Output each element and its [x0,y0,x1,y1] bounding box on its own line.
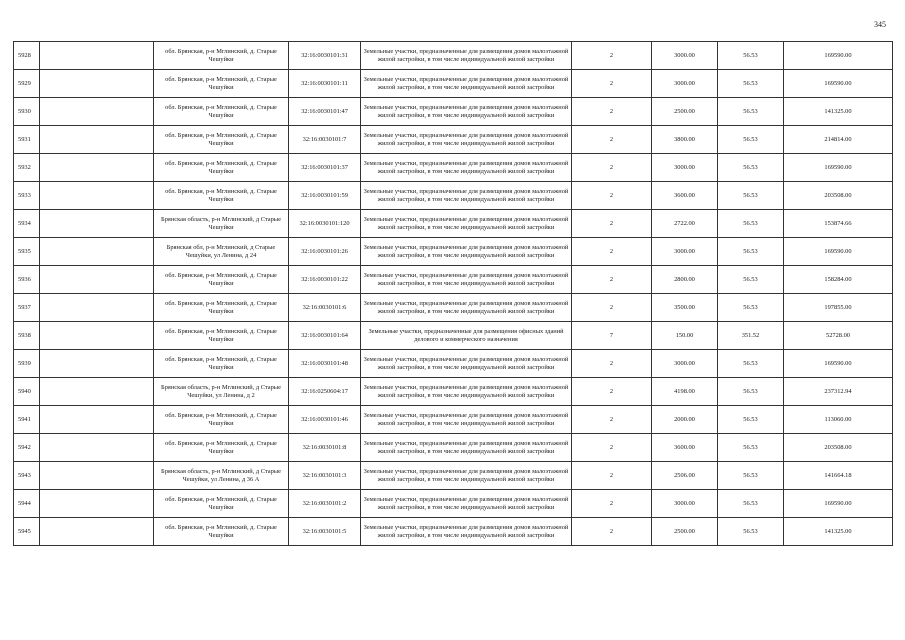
group-number-cell: 2 [572,70,652,98]
page-number: 345 [874,20,886,29]
rate-cell: 56.53 [718,154,784,182]
cadastral-value-cell: 203508.00 [784,182,893,210]
area-cell: 2722.00 [652,210,718,238]
empty-cell [40,434,154,462]
record-number-cell: 5934 [14,210,40,238]
cadastral-value-cell: 158284.00 [784,266,893,294]
cadastral-number-cell: 32:16:0030101:120 [289,210,361,238]
record-number-cell: 5935 [14,238,40,266]
empty-cell [40,70,154,98]
rate-cell: 351.52 [718,322,784,350]
rate-cell: 56.53 [718,294,784,322]
table-row [14,266,893,294]
area-cell: 3000.00 [652,490,718,518]
address-cell: обл. Брянская, р-н Мглинский, д. Старые Чешуйки [154,322,289,350]
land-purpose-cell: Земельные участки, предназначенные для размещения домов малоэтажной жилой застройки, в том числе индивидуальной жилой застройки [361,210,572,238]
cadastral-number-cell: 32:16:0030101:48 [289,350,361,378]
land-purpose-cell: Земельные участки, предназначенные для размещения домов малоэтажной жилой застройки, в том числе индивидуальной жилой застройки [361,266,572,294]
empty-cell [40,98,154,126]
record-number-cell: 5929 [14,70,40,98]
land-purpose-cell: Земельные участки, предназначенные для размещения домов малоэтажной жилой застройки, в том числе индивидуальной жилой застройки [361,238,572,266]
table-row [14,238,893,266]
empty-cell [40,350,154,378]
area-cell: 3000.00 [652,238,718,266]
table-row [14,154,893,182]
cadastral-number-cell: 32:16:0030101:64 [289,322,361,350]
land-purpose-cell: Земельные участки, предназначенные для размещения домов малоэтажной жилой застройки, в том числе индивидуальной жилой застройки [361,294,572,322]
record-number-cell: 5942 [14,434,40,462]
group-number-cell: 2 [572,210,652,238]
address-cell: обл. Брянская, р-н Мглинский, д. Старые Чешуйки [154,154,289,182]
land-purpose-cell: Земельные участки, предназначенные для размещения домов малоэтажной жилой застройки, в том числе индивидуальной жилой застройки [361,518,572,546]
land-purpose-cell: Земельные участки, предназначенные для размещения домов малоэтажной жилой застройки, в том числе индивидуальной жилой застройки [361,126,572,154]
address-cell: Брянская обл, р-н Мглинский, д Старые Чешуйки, ул Ленина, д 24 [154,238,289,266]
record-number-cell: 5938 [14,322,40,350]
address-cell: обл. Брянская, р-н Мглинский, д. Старые Чешуйки [154,434,289,462]
cadastral-number-cell: 32:16:0030101:22 [289,266,361,294]
land-purpose-cell: Земельные участки, предназначенные для размещения домов малоэтажной жилой застройки, в том числе индивидуальной жилой застройки [361,154,572,182]
area-cell: 3000.00 [652,350,718,378]
cadastral-value-cell: 237312.94 [784,378,893,406]
cadastral-number-cell: 32:16:0030101:3 [289,462,361,490]
group-number-cell: 2 [572,98,652,126]
area-cell: 150.00 [652,322,718,350]
rate-cell: 56.53 [718,98,784,126]
record-number-cell: 5939 [14,350,40,378]
group-number-cell: 2 [572,350,652,378]
land-purpose-cell: Земельные участки, предназначенные для размещения домов малоэтажной жилой застройки, в том числе индивидуальной жилой застройки [361,434,572,462]
record-number-cell: 5931 [14,126,40,154]
group-number-cell: 2 [572,490,652,518]
table-row [14,434,893,462]
cadastral-number-cell: 32:16:0030101:11 [289,70,361,98]
empty-cell [40,378,154,406]
table-row [14,350,893,378]
area-cell: 3800.00 [652,126,718,154]
group-number-cell: 7 [572,322,652,350]
table-row [14,210,893,238]
table-row [14,42,893,70]
area-cell: 3600.00 [652,434,718,462]
empty-cell [40,210,154,238]
rate-cell: 56.53 [718,126,784,154]
group-number-cell: 2 [572,378,652,406]
rate-cell: 56.53 [718,42,784,70]
empty-cell [40,462,154,490]
cadastral-value-cell: 169590.00 [784,154,893,182]
table-body [14,42,893,546]
cadastral-value-cell: 153874.66 [784,210,893,238]
empty-cell [40,490,154,518]
table-row [14,70,893,98]
land-purpose-cell: Земельные участки, предназначенные для размещения домов малоэтажной жилой застройки, в том числе индивидуальной жилой застройки [361,406,572,434]
record-number-cell: 5936 [14,266,40,294]
table-row [14,126,893,154]
empty-cell [40,238,154,266]
table-row [14,182,893,210]
cadastral-value-cell: 141664.18 [784,462,893,490]
cadastre-table [13,41,893,546]
table-row [14,518,893,546]
group-number-cell: 2 [572,406,652,434]
address-cell: Брянская область, р-н Мглинский, д Старые Чешуйки [154,210,289,238]
empty-cell [40,182,154,210]
address-cell: обл. Брянская, р-н Мглинский, д. Старые Чешуйки [154,350,289,378]
cadastral-value-cell: 52728.00 [784,322,893,350]
empty-cell [40,154,154,182]
cadastral-number-cell: 32:16:0030101:59 [289,182,361,210]
cadastral-value-cell: 169590.00 [784,42,893,70]
address-cell: обл. Брянская, р-н Мглинский, д. Старые Чешуйки [154,518,289,546]
rate-cell: 56.53 [718,238,784,266]
cadastral-number-cell: 32:16:0030101:46 [289,406,361,434]
address-cell: Брянская область, р-н Мглинский, д Старые Чешуйки, ул Ленина, д 36 А [154,462,289,490]
group-number-cell: 2 [572,518,652,546]
cadastral-number-cell: 32:16:0250604:17 [289,378,361,406]
table-row [14,490,893,518]
empty-cell [40,322,154,350]
rate-cell: 56.53 [718,70,784,98]
address-cell: обл. Брянская, р-н Мглинский, д. Старые Чешуйки [154,490,289,518]
group-number-cell: 2 [572,462,652,490]
empty-cell [40,406,154,434]
cadastral-number-cell: 32:16:0030101:7 [289,126,361,154]
record-number-cell: 5945 [14,518,40,546]
cadastral-value-cell: 141325.00 [784,98,893,126]
record-number-cell: 5928 [14,42,40,70]
land-purpose-cell: Земельные участки, предназначенные для размещения домов малоэтажной жилой застройки, в том числе индивидуальной жилой застройки [361,182,572,210]
rate-cell: 56.53 [718,518,784,546]
cadastral-value-cell: 141325.00 [784,518,893,546]
address-cell: обл. Брянская, р-н Мглинский, д. Старые Чешуйки [154,406,289,434]
address-cell: Брянская область, р-н Мглинский, д Старые Чешуйки, ул Ленина, д 2 [154,378,289,406]
record-number-cell: 5932 [14,154,40,182]
land-purpose-cell: Земельные участки, предназначенные для размещения домов малоэтажной жилой застройки, в том числе индивидуальной жилой застройки [361,98,572,126]
table-row [14,98,893,126]
address-cell: обл. Брянская, р-н Мглинский, д. Старые Чешуйки [154,266,289,294]
area-cell: 2800.00 [652,266,718,294]
record-number-cell: 5940 [14,378,40,406]
group-number-cell: 2 [572,182,652,210]
empty-cell [40,518,154,546]
area-cell: 3000.00 [652,70,718,98]
cadastral-number-cell: 32:16:0030101:6 [289,294,361,322]
table-row [14,462,893,490]
cadastral-number-cell: 32:16:0030101:31 [289,42,361,70]
land-purpose-cell: Земельные участки, предназначенные для размещения домов малоэтажной жилой застройки, в том числе индивидуальной жилой застройки [361,350,572,378]
empty-cell [40,266,154,294]
area-cell: 2500.00 [652,518,718,546]
group-number-cell: 2 [572,154,652,182]
group-number-cell: 2 [572,434,652,462]
cadastral-number-cell: 32:16:0030101:37 [289,154,361,182]
record-number-cell: 5941 [14,406,40,434]
rate-cell: 56.53 [718,182,784,210]
address-cell: обл. Брянская, р-н Мглинский, д. Старые Чешуйки [154,294,289,322]
rate-cell: 56.53 [718,378,784,406]
cadastral-value-cell: 113060.00 [784,406,893,434]
group-number-cell: 2 [572,266,652,294]
area-cell: 4198.00 [652,378,718,406]
area-cell: 2506.00 [652,462,718,490]
table-row [14,406,893,434]
land-purpose-cell: Земельные участки, предназначенные для размещения домов малоэтажной жилой застройки, в том числе индивидуальной жилой застройки [361,378,572,406]
cadastral-number-cell: 32:16:0030101:8 [289,434,361,462]
address-cell: обл. Брянская, р-н Мглинский, д. Старые Чешуйки [154,126,289,154]
area-cell: 2500.00 [652,98,718,126]
cadastral-value-cell: 197855.00 [784,294,893,322]
cadastral-number-cell: 32:16:0030101:5 [289,518,361,546]
group-number-cell: 2 [572,238,652,266]
rate-cell: 56.53 [718,350,784,378]
group-number-cell: 2 [572,126,652,154]
group-number-cell: 2 [572,42,652,70]
area-cell: 3600.00 [652,182,718,210]
cadastral-value-cell: 214814.00 [784,126,893,154]
land-purpose-cell: Земельные участки, предназначенные для размещения домов малоэтажной жилой застройки, в том числе индивидуальной жилой застройки [361,42,572,70]
area-cell: 3000.00 [652,154,718,182]
empty-cell [40,126,154,154]
table-row [14,294,893,322]
rate-cell: 56.53 [718,434,784,462]
land-purpose-cell: Земельные участки, предназначенные для размещения офисных зданий делового и коммерческого назначения [361,322,572,350]
rate-cell: 56.53 [718,406,784,434]
table-row [14,322,893,350]
empty-cell [40,42,154,70]
rate-cell: 56.53 [718,490,784,518]
cadastral-value-cell: 203508.00 [784,434,893,462]
address-cell: обл. Брянская, р-н Мглинский, д. Старые Чешуйки [154,42,289,70]
cadastral-value-cell: 169590.00 [784,490,893,518]
cadastral-value-cell: 169590.00 [784,70,893,98]
record-number-cell: 5937 [14,294,40,322]
address-cell: обл. Брянская, р-н Мглинский, д. Старые Чешуйки [154,182,289,210]
area-cell: 2000.00 [652,406,718,434]
record-number-cell: 5930 [14,98,40,126]
address-cell: обл. Брянская, р-н Мглинский, д. Старые Чешуйки [154,98,289,126]
rate-cell: 56.53 [718,210,784,238]
group-number-cell: 2 [572,294,652,322]
rate-cell: 56.53 [718,462,784,490]
rate-cell: 56.53 [718,266,784,294]
address-cell: обл. Брянская, р-н Мглинский, д. Старые Чешуйки [154,70,289,98]
cadastral-value-cell: 169590.00 [784,238,893,266]
record-number-cell: 5943 [14,462,40,490]
area-cell: 3000.00 [652,42,718,70]
area-cell: 3500.00 [652,294,718,322]
cadastral-number-cell: 32:16:0030101:26 [289,238,361,266]
table-row [14,378,893,406]
cadastral-value-cell: 169590.00 [784,350,893,378]
land-purpose-cell: Земельные участки, предназначенные для размещения домов малоэтажной жилой застройки, в том числе индивидуальной жилой застройки [361,490,572,518]
land-purpose-cell: Земельные участки, предназначенные для размещения домов малоэтажной жилой застройки, в том числе индивидуальной жилой застройки [361,70,572,98]
record-number-cell: 5933 [14,182,40,210]
record-number-cell: 5944 [14,490,40,518]
cadastral-number-cell: 32:16:0030101:2 [289,490,361,518]
cadastral-number-cell: 32:16:0030101:47 [289,98,361,126]
land-purpose-cell: Земельные участки, предназначенные для размещения домов малоэтажной жилой застройки, в том числе индивидуальной жилой застройки [361,462,572,490]
empty-cell [40,294,154,322]
